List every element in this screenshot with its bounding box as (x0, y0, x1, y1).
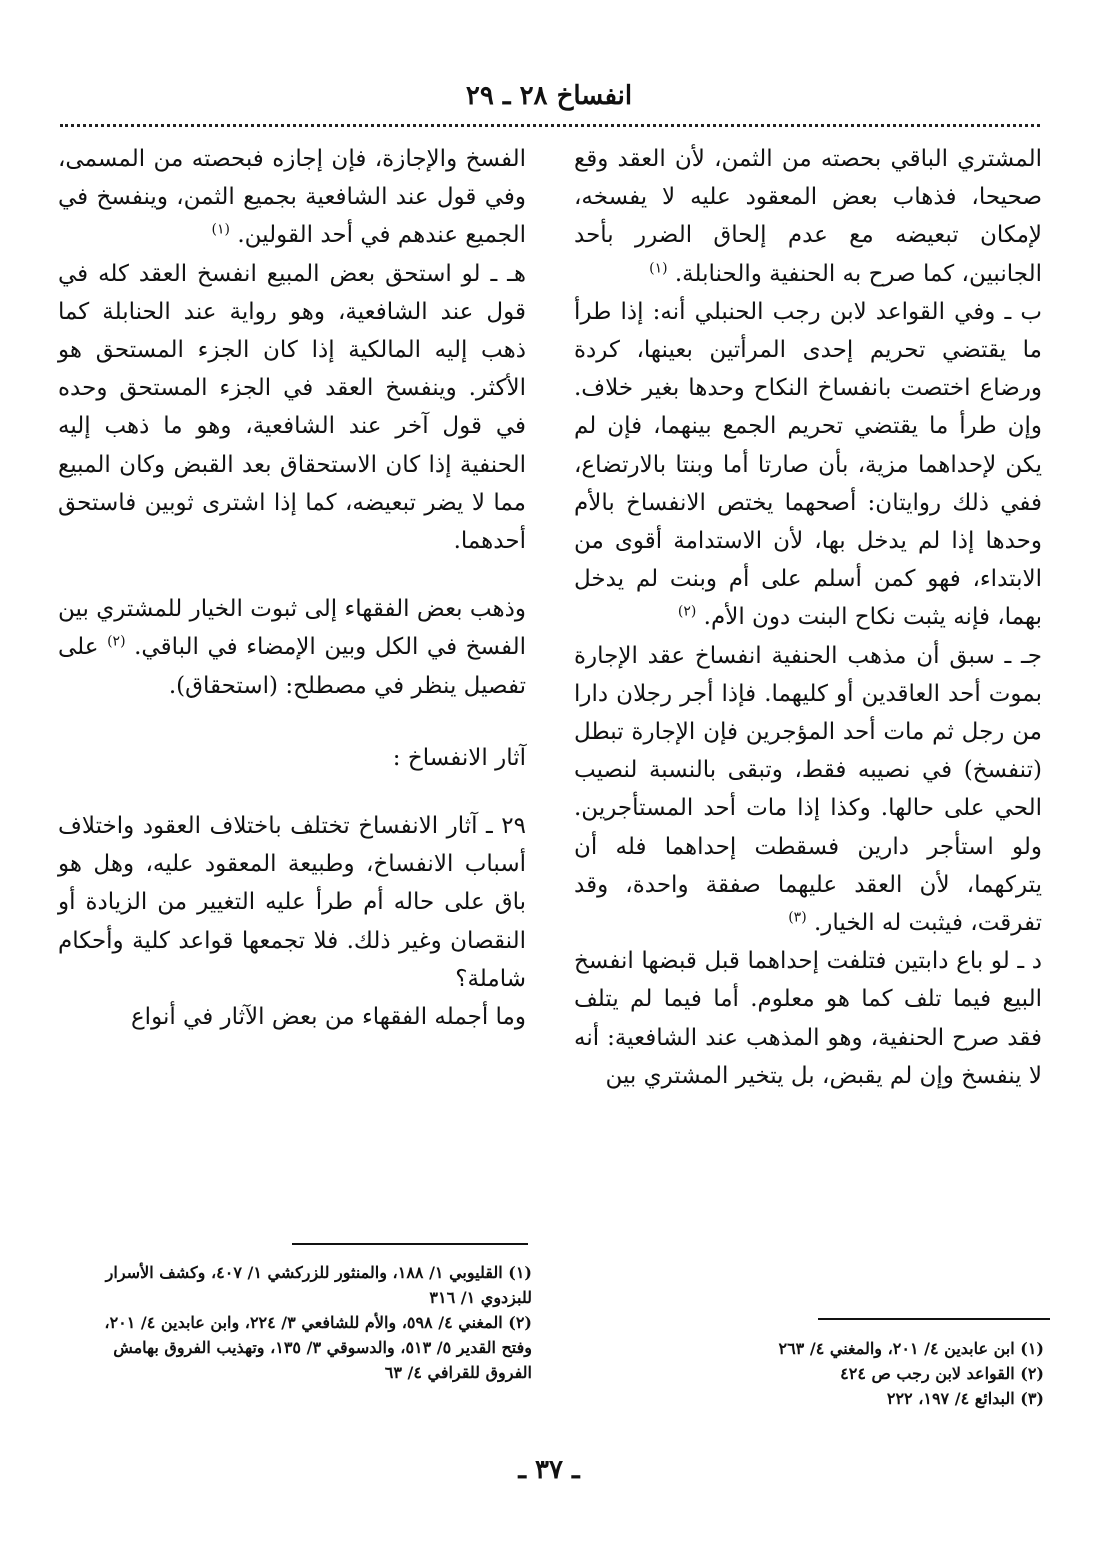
right-paragraph-1: المشتري الباقي بحصته من الثمن، لأن العقد وقع صحيحا، فذهاب بعض المعقود عليه لا يفسخه، لإمكان تبعيضه مع عدم إلحاق الضرر بأحد الجانبين، كما صرح به الحنفية والحنابلة. $^{(١)}$ (574, 146, 1042, 287)
footnote-ref: (٣) (788, 909, 807, 926)
left-paragraph-3: وذهب بعض الفقهاء إلى ثبوت الخيار للمشتري بين الفسخ في الكل وبين الإمضاء في الباقي. $^{(٢)}$ على تفصيل ينظر في مصطلح: (استحقاق). (58, 596, 527, 699)
right-paragraph-2: ب ـ وفي القواعد لابن رجب الحنبلي أنه: إذا طرأ ما يقتضي تحريم إحدى المرأتين بعينها، كردة ورضاع اختصت بانفساخ النكاح وحدها بغير خلاف. وإن طرأ ما يقتضي تحريم الجمع بينهما، فإن لم يكن لإحداهما مزية، بأن صارتا أما وبنتا بالارتضاع، ففي ذلك روايتان: أصحهما يختص الانفساخ بالأم وحدها إذا لم يدخل بها، لأن الاستدامة أقوى من الابتداء، فهو كمن أسلم على أم وبنت لم يدخل بهما، فإنه يثبت نكاح البنت دون الأم. $^{(٢)}$ (574, 298, 1042, 631)
footnote-ref: (١) (211, 221, 231, 238)
footnote: (٣) البدائع ٤/ ١٩٧، ٢٢٢ (886, 1389, 1044, 1408)
header-dotted-rule (60, 124, 1040, 127)
section-heading: آثار الانفساخ : (392, 744, 526, 771)
left-column (58, 140, 526, 1036)
left-paragraph-1: الفسخ والإجازة، فإن إجازه فبحصته من المسمى، وفي قول عند الشافعية بجميع الثمن، وينفسخ في الجميع عندهم في أحد القولين. $^{(١)}$ (58, 146, 526, 249)
footnote: (٢) القواعد لابن رجب ص ٤٢٤ (840, 1364, 1044, 1383)
footnote: (١) ابن عابدين ٤/ ٢٠١، والمغني ٤/ ٢٦٣ (778, 1339, 1044, 1358)
footnote-rule-right (818, 1318, 1050, 1320)
footnote-ref: (١) (649, 259, 668, 276)
left-paragraph-4: ٢٩ ـ آثار الانفساخ تختلف باختلاف العقود واختلاف أسباب الانفساخ، وطبيعة المعقود عليه، وهل هو باق على حاله أم طرأ عليه التغيير من الزيادة أو النقصان وغير ذلك. فلا تجمعها قواعد كلية وأحكام شاملة؟ (58, 813, 526, 992)
right-column (574, 140, 1042, 1095)
footnote-rule-left (292, 1243, 528, 1245)
left-paragraph-2: هـ ـ لو استحق بعض المبيع انفسخ العقد كله في قول عند الشافعية، وهو رواية عند الحنابلة كما ذهب إليه المالكية إذا كان الجزء المستحق هو الأكثر. وينفسخ العقد في الجزء المستحق وحده في قول آخر عند الشافعية، وهو ما ذهب إليه الحنفية إذا كان الاستحقاق بعد القبض وكان المبيع مما لا يضر تبعيضه، كما إذا اشترى ثوبين فاستحق أحدهما. (58, 260, 526, 555)
footnote: (١) القليوبي ١/ ١٨٨، والمنثور للزركشي ١/ ٤٠٧، وكشف الأسرار للبزدوي ١/ ٣١٦ (105, 1263, 532, 1307)
left-paragraph-5: وما أجمله الفقهاء من بعض الآثار في أنواع (130, 1004, 526, 1031)
footnote-ref: (٢) (107, 633, 126, 650)
footnote: (٢) المغني ٤/ ٥٩٨، والأم للشافعي ٣/ ٢٢٤، وابن عابدين ٤/ ٢٠١، وفتح القدير ٥/ ٥١٣، والدسوقي ٣/ ١٣٥، وتهذيب الفروق بهامش الفروق للقرافي ٤/ ٦٣ (104, 1313, 532, 1382)
footnote-ref: (٢) (677, 603, 697, 620)
running-header: انفساخ ٢٨ ـ ٢٩ (465, 81, 633, 111)
footnotes-right (574, 1336, 1044, 1411)
footnotes-left (74, 1260, 532, 1385)
page-number: ـ ٣٧ ـ (518, 1455, 580, 1485)
right-paragraph-3: جـ ـ سبق أن مذهب الحنفية انفساخ عقد الإجارة بموت أحد العاقدين أو كليهما. فإذا أجر رجلان دارا من رجل ثم مات أحد المؤجرين فإن الإجارة تبطل (تنفسخ) في نصيبه فقط، وتبقى بالنسبة لنصيب الحي على حالها. وكذا إذا مات أحد المستأجرين. ولو استأجر دارين فسقطت إحداهما فله أن يتركهما، لأن العقد عليهما صفقة واحدة، وقد تفرقت، فيثبت له الخيار. $^{(٣)}$ (574, 642, 1042, 937)
right-paragraph-4: د ـ لو باع دابتين فتلفت إحداهما قبل قبضها انفسخ البيع فيما تلف كما هو معلوم. أما فيما لم يتلف فقد صرح الحنفية، وهو المذهب عند الشافعية: أنه لا ينفسخ وإن لم يقبض، بل يتخير المشتري بين (574, 948, 1042, 1089)
